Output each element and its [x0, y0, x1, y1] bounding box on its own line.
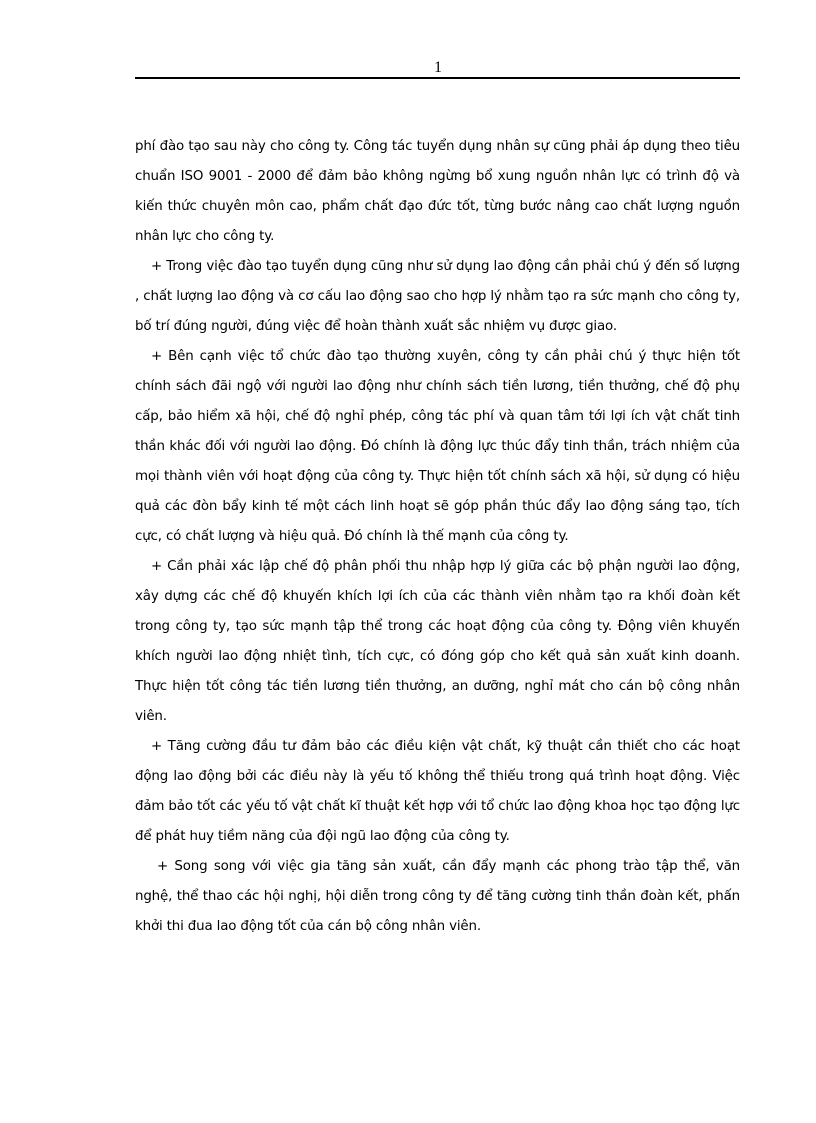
- document-body: [135, 132, 740, 942]
- paragraph-income-distribution: + Cần phải xác lập chế độ phân phối thu nhập hợp lý giữa các bộ phận người lao động, xây dựng các chế độ khuyến khích lợi ích của các thành viên nhằm tạo ra khối đoàn kết trong công ty, tạo sức mạnh tập thể trong các hoạt động của công ty. Động viên khuyến khích người lao động nhiệt tình, tích cực, có đóng góp cho kết quả sản xuất kinh doanh. Thực hiện tốt công tác tiền lương tiền thưởng, an dưỡng, nghỉ mát cho cán bộ công nhân viên.: [135, 559, 740, 724]
- page-number: 1: [434, 59, 442, 76]
- paragraph-recruitment: + Trong việc đào tạo tuyển dụng cũng như sử dụng lao động cần phải chú ý đến số lượng , chất lượng lao động và cơ cấu lao động sao cho hợp lý nhằm tạo ra sức mạnh cho công ty, bố trí đúng người, đúng việc để hoàn thành xuất sắc nhiệm vụ được giao.: [135, 259, 740, 334]
- header-rule: [135, 77, 740, 79]
- paragraph-continuation: phí đào tạo sau này cho công ty. Công tác tuyển dụng nhân sự cũng phải áp dụng theo tiêu chuẩn ISO 9001 - 2000 để đảm bảo không ngừng bổ xung nguồn nhân lực có trình độ và kiến thức chuyên môn cao, phẩm chất đạo đức tốt, từng bước nâng cao chất lượng nguồn nhân lực cho công ty.: [135, 139, 740, 244]
- paragraph-compensation: + Bên cạnh việc tổ chức đào tạo thường xuyên, công ty cần phải chú ý thực hiện tốt chính sách đãi ngộ với người lao động như chính sách tiền lương, tiền thưởng, chế độ phụ cấp, bảo hiểm xã hội, chế độ nghỉ phép, công tác phí và quan tâm tới lợi ích vật chất tinh thần khác đối với người lao động. Đó chính là động lực thúc đẩy tinh thần, trách nhiệm của mọi thành viên với hoạt động của công ty. Thực hiện tốt chính sách xã hội, sử dụng có hiệu quả các đòn bẩy kinh tế một cách linh hoạt sẽ góp phần thúc đẩy lao động sáng tạo, tích cực, có chất lượng và hiệu quả. Đó chính là thế mạnh của công ty.: [135, 349, 740, 544]
- paragraph-investment: + Tăng cường đầu tư đảm bảo các điều kiện vật chất, kỹ thuật cần thiết cho các hoạt động lao động bởi các điều này là yếu tố không thể thiếu trong quá trình hoạt động. Việc đảm bảo tốt các yếu tố vật chất kĩ thuật kết hợp với tổ chức lao động khoa học tạo động lực để phát huy tiềm năng của đội ngũ lao động của công ty.: [135, 739, 740, 844]
- paragraph-collective-activities: + Song song với việc gia tăng sản xuất, cần đẩy mạnh các phong trào tập thể, văn nghệ, thể thao các hội nghị, hội diễn trong công ty để tăng cường tinh thần đoàn kết, phấn khởi thi đua lao động tốt của cán bộ công nhân viên.: [135, 859, 740, 934]
